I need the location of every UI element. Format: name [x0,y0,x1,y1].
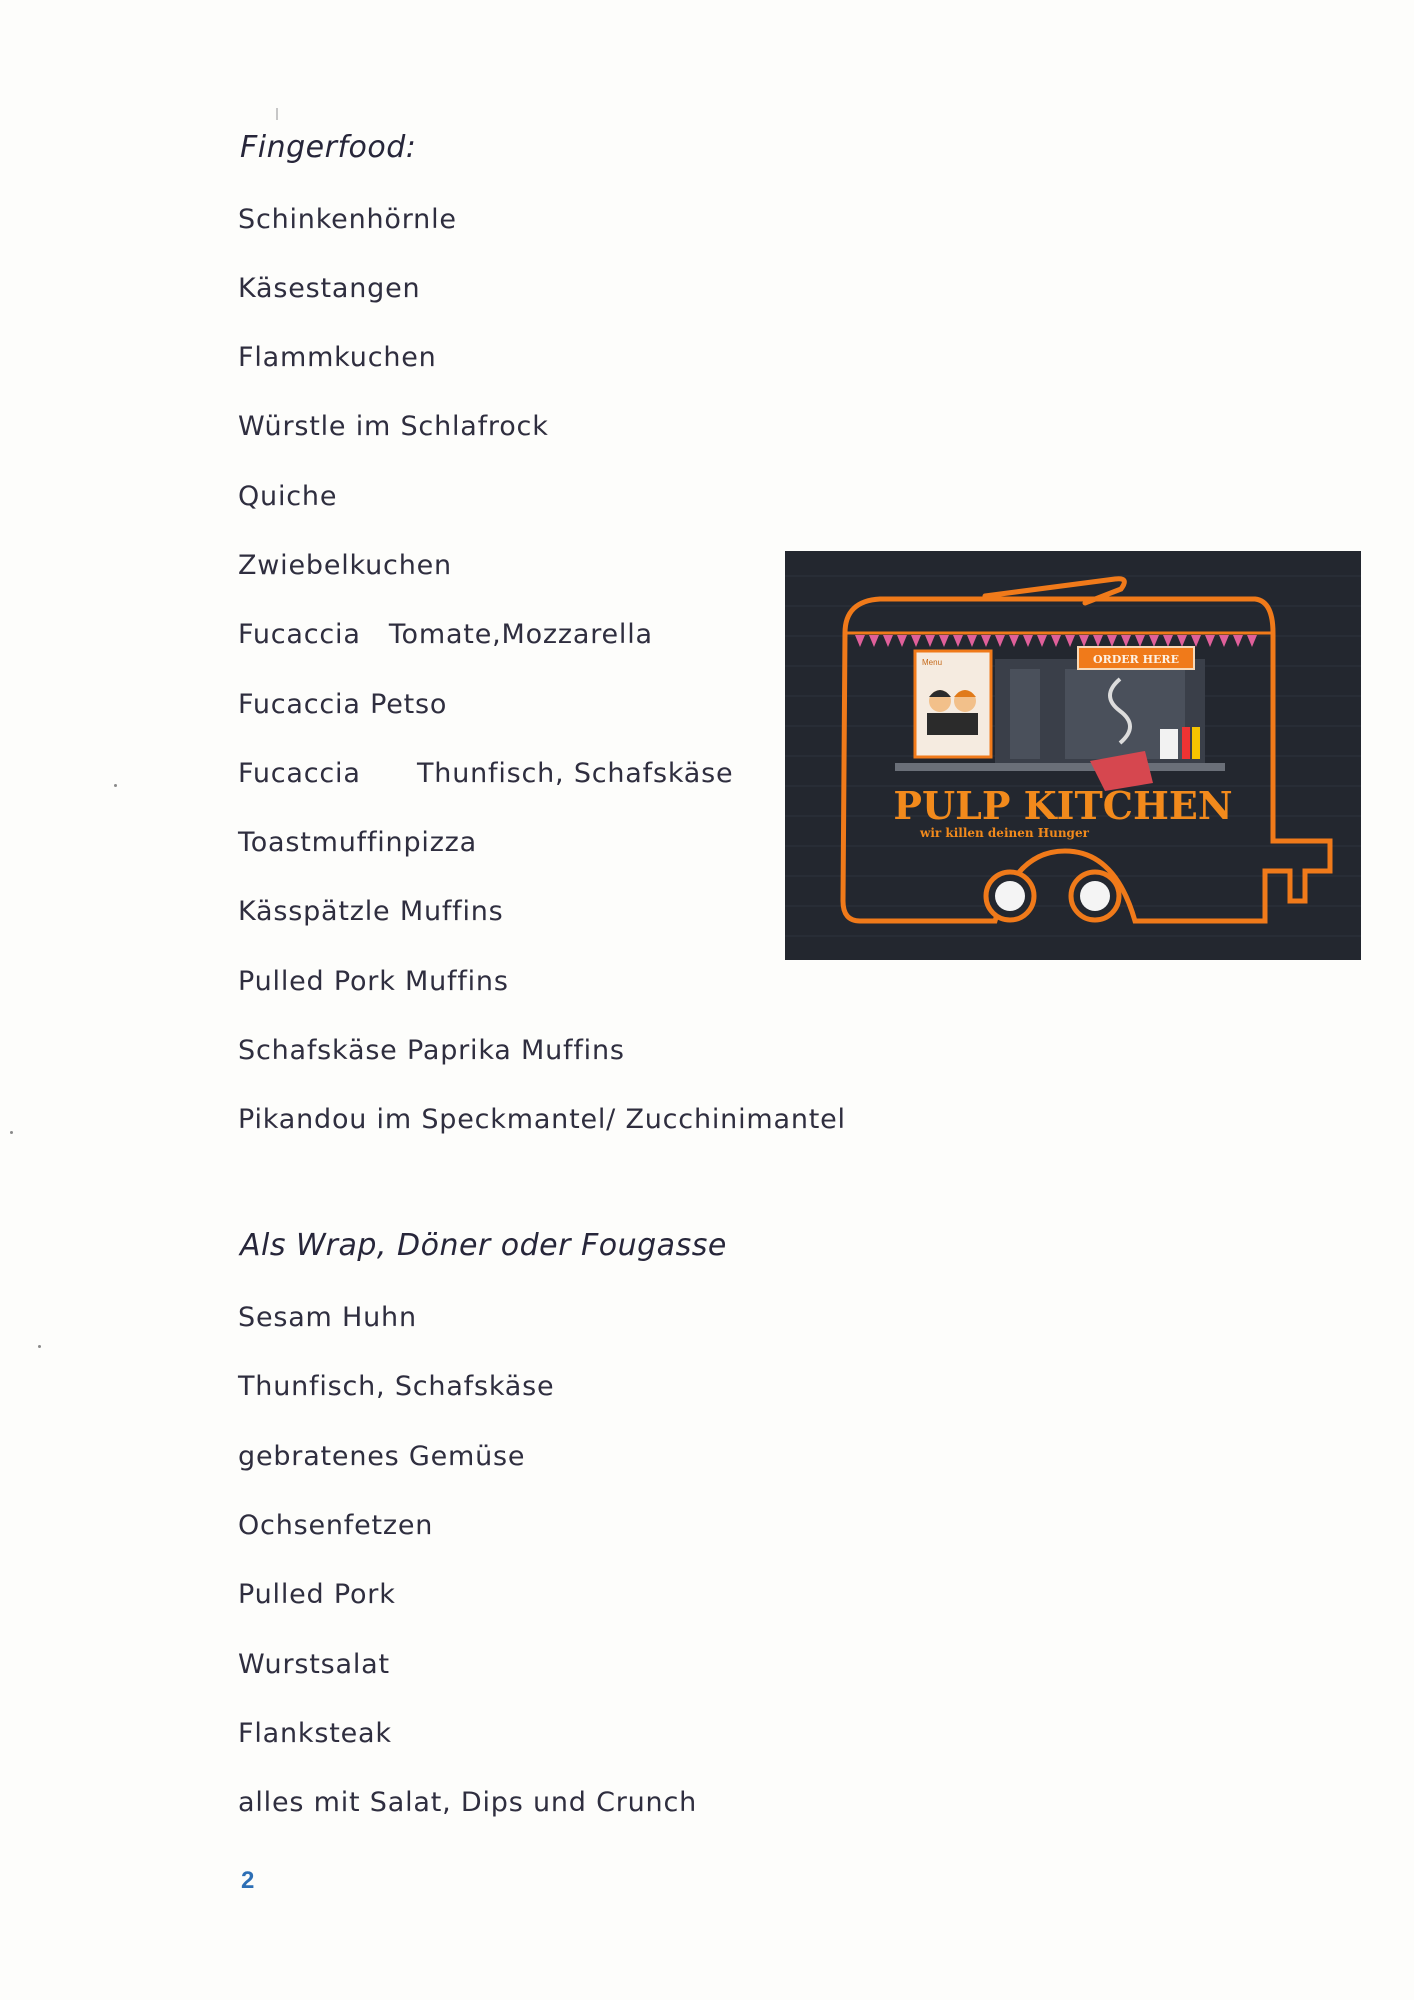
page-number: 2 [241,1867,255,1894]
list-item: Thunfisch, Schafskäse [238,1371,555,1402]
scan-speck [114,784,117,787]
ketchup-bottle [1182,727,1190,759]
list-item: Fucaccia Tomate,Mozzarella [238,619,653,650]
list-item: Zwiebelkuchen [238,550,452,581]
bunting [855,635,1257,647]
list-item: alles mit Salat, Dips und Crunch [238,1787,698,1818]
list-item: gebratenes Gemüse [238,1441,526,1472]
counter [895,763,1225,771]
window-pane [1010,669,1040,759]
list-item: Schafskäse Paprika Muffins [238,1035,625,1066]
list-item: Wurstsalat [238,1649,390,1680]
list-item: Würstle im Schlafrock [238,411,549,442]
list-item: Fucaccia Petso [238,689,448,720]
character-suit [952,713,978,735]
menu-board-label: Menu [922,658,943,667]
list-item: Pikandou im Speckmantel/ Zucchinimantel [238,1104,846,1135]
scan-speck [38,1345,41,1348]
list-item: Toastmuffinpizza [238,827,477,858]
list-item: Pulled Pork Muffins [238,966,509,997]
food-truck-title: PULP KITCHEN [893,783,1233,828]
wheel-hub [995,881,1025,911]
scan-speck [276,108,278,120]
food-truck-slogan: wir killen deinen Hunger [920,826,1089,840]
order-here-text: ORDER HERE [1093,653,1179,666]
list-item: Fucaccia Thunfisch, Schafskäse [238,758,734,789]
list-item: Flammkuchen [238,342,437,373]
list-item: Käsestangen [238,273,421,304]
cup [1160,729,1178,759]
list-item: Ochsenfetzen [238,1510,434,1541]
list-item: Quiche [238,481,338,512]
wheel-hub [1080,881,1110,911]
list-item: Pulled Pork [238,1579,396,1610]
mustard-bottle [1192,727,1200,759]
scan-speck [10,1131,13,1134]
section-heading-wrap: Als Wrap, Döner oder Fougasse [240,1228,727,1263]
character-suit [927,713,953,735]
list-item: Flanksteak [238,1718,392,1749]
food-truck-illustration [785,551,1361,960]
section-heading-fingerfood: Fingerfood: [240,130,417,165]
list-item: Kässpätzle Muffins [238,896,504,927]
list-item: Schinkenhörnle [238,204,457,235]
list-item: Sesam Huhn [238,1302,417,1333]
food-truck-image [785,551,1361,960]
